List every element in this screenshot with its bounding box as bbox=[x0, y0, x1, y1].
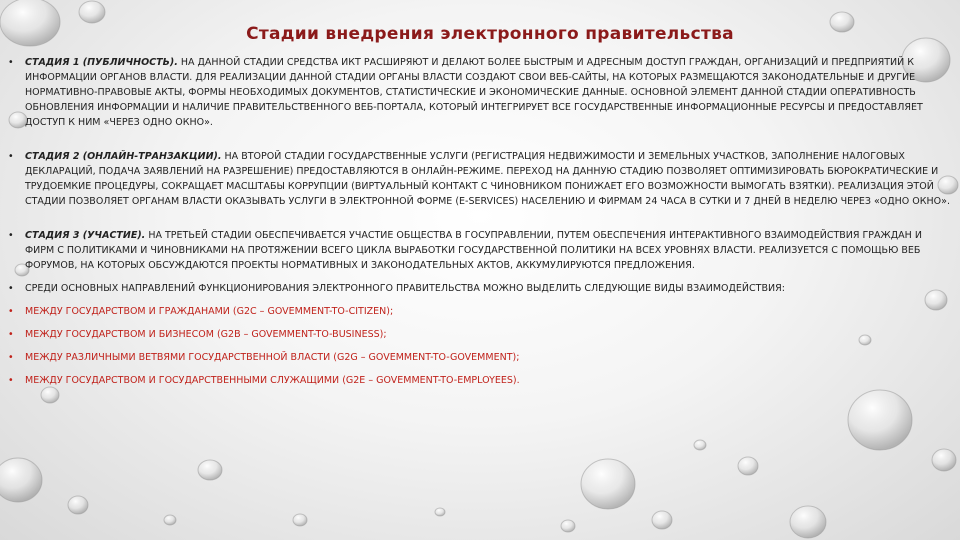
interactions-intro-text: СРЕДИ ОСНОВНЫХ НАПРАВЛЕНИЙ ФУНКЦИОНИРОВАНИЯ ЭЛЕКТРОННОГО ПРАВИТЕЛЬСТВА МОЖНО ВЫДЕЛИТЬ СЛЕДУЮЩИЕ ВИДЫ ВЗАИМОДЕЙСТВИЯ: bbox=[25, 283, 785, 294]
stage-2-text: НА ВТОРОЙ СТАДИИ ГОСУДАРСТВЕННЫЕ УСЛУГИ (РЕГИСТРАЦИЯ НЕДВИЖИМОСТИ И ЗЕМЕЛЬНЫХ УЧАСТКОВ, ЗАПОЛНЕНИЕ НАЛОГОВЫХ ДЕКЛАРАЦИЙ, ПОДАЧА ЗАЯВЛЕНИЙ НА РАЗРЕШЕНИЕ) ПРЕДОСТАВЛЯЮТСЯ В ОНЛАЙН-РЕЖИМЕ. ПЕРЕХОД НА ДАННУЮ СТАДИЮ ПОЗВОЛЯЕТ ОПТИМИЗИРОВАТЬ БЮРОКРАТИЧЕСКИЕ И ТРУДОЕМКИЕ ПРОЦЕДУРЫ, СОКРАЩАЕТ МАСШТАБЫ КОРРУПЦИИ (ВИРТУАЛЬНЫЙ КОНТАКТ С ЧИНОВНИКОМ ПОНИЖАЕТ ЕГО ВОЗМОЖНОСТИ ВЫМОГАТЬ ВЗЯТКИ). РЕАЛИЗАЦИЯ ЭТОЙ СТАДИИ ПОЗВОЛЯЕТ ОРГАНАМ ВЛАСТИ ОКАЗЫВАТЬ УСЛУГИ В ЭЛЕКТРОННОЙ ФОРМЕ (E-SERVICES) НАСЕЛЕНИЮ И ФИРМАМ 24 ЧАСА В СУТКИ И 7 ДНЕЙ В НЕДЕЛЮ ЧЕРЕЗ «ОДНО ОКНО». bbox=[25, 151, 950, 207]
bullet: • bbox=[8, 283, 14, 294]
stage-2-lead: СТАДИЯ 2 (ОНЛАЙН-ТРАНЗАКЦИИ). bbox=[25, 151, 222, 162]
interaction-g2b-text: МЕЖДУ ГОСУДАРСТВОМ И БИЗНЕСОМ (G2B – GOVEMMENT-TO-BUSINESS); bbox=[25, 329, 387, 340]
bullet: • bbox=[8, 375, 14, 386]
interaction-g2g-item bbox=[8, 350, 953, 365]
interaction-g2b-item bbox=[8, 327, 953, 342]
bullet: • bbox=[8, 306, 14, 317]
bullet: • bbox=[8, 352, 14, 363]
stage-1-item bbox=[8, 55, 953, 130]
interaction-g2e-item bbox=[8, 373, 953, 388]
stage-1-text: НА ДАННОЙ СТАДИИ СРЕДСТВА ИКТ РАСШИРЯЮТ И ДЕЛАЮТ БОЛЕЕ БЫСТРЫМ И АДРЕСНЫМ ДОСТУП ГРАЖДАН, ОРГАНИЗАЦИЙ И ПРЕДПРИЯТИЙ К ИНФОРМАЦИИ ОРГАНОВ ВЛАСТИ. ДЛЯ РЕАЛИЗАЦИИ ДАННОЙ СТАДИИ ОРГАНЫ ВЛАСТИ СОЗДАЮТ СВОИ ВЕБ-САЙТЫ, НА КОТОРЫХ РАЗМЕЩАЮТСЯ ЗАКОНОДАТЕЛЬНЫЕ И ДРУГИЕ НОРМАТИВНО-ПРАВОВЫЕ АКТЫ, ФОРМЫ НЕОБХОДИМЫХ ДОКУМЕНТОВ, СТАТИСТИЧЕСКИЕ И ЭКОНОМИЧЕСКИЕ ДАННЫЕ. ОСНОВНОЙ ЭЛЕМЕНТ ДАННОЙ СТАДИИ ОПЕРАТИВНОСТЬ ОБНОВЛЕНИЯ ИНФОРМАЦИИ И НАЛИЧИЕ ПРАВИТЕЛЬСТВЕННОГО ВЕБ-ПОРТАЛА, КОТОРЫЙ ИНТЕГРИРУЕТ ВСЕ ГОСУДАРСТВЕННЫЕ ИНФОРМАЦИОННЫЕ РЕСУРСЫ И ПРЕДОСТАВЛЯЕТ ДОСТУП К НИМ «ЧЕРЕЗ ОДНО ОКНО». bbox=[25, 57, 923, 128]
stage-3-item bbox=[8, 228, 953, 273]
interaction-g2c-item bbox=[8, 304, 953, 319]
interaction-g2c-text: МЕЖДУ ГОСУДАРСТВОМ И ГРАЖДАНАМИ (G2C – GOVEMMENT-TO-CITIZEN); bbox=[25, 306, 394, 317]
bullet: • bbox=[8, 57, 14, 68]
bullet: • bbox=[8, 230, 14, 241]
stage-3-text: НА ТРЕТЬЕЙ СТАДИИ ОБЕСПЕЧИВАЕТСЯ УЧАСТИЕ ОБЩЕСТВА В ГОСУПРАВЛЕНИИ, ПУТЕМ ОБЕСПЕЧЕНИЯ ИНТЕРАКТИВНОГО ВЗАИМОДЕЙСТВИЯ ГРАЖДАН И ФИРМ С ПОЛИТИКАМИ И ЧИНОВНИКАМИ НА ПРОТЯЖЕНИИ ВСЕГО ЦИКЛА ВЫРАБОТКИ ГОСУДАРСТВЕННОЙ ПОЛИТИКИ НА ВСЕХ УРОВНЯХ ВЛАСТИ. РЕАЛИЗУЕТСЯ С ПОМОЩЬЮ ВЕБ ФОРУМОВ, НА КОТОРЫХ ОБСУЖДАЮТСЯ ПРОЕКТЫ НОРМАТИВНЫХ И ЗАКОНОДАТЕЛЬНЫХ АКТОВ, АККУМУЛИРУЮТСЯ ПРЕДЛОЖЕНИЯ. bbox=[25, 230, 922, 271]
interactions-intro-item bbox=[8, 281, 953, 296]
bullet: • bbox=[8, 151, 14, 162]
stage-3-lead: СТАДИЯ 3 (УЧАСТИЕ). bbox=[25, 230, 146, 241]
interaction-g2g-text: МЕЖДУ РАЗЛИЧНЫМИ ВЕТВЯМИ ГОСУДАРСТВЕННОЙ ВЛАСТИ (G2G – GOVEMMENT-TO-GOVEMMENT); bbox=[25, 352, 520, 363]
interaction-g2e-text: МЕЖДУ ГОСУДАРСТВОМ И ГОСУДАРСТВЕННЫМИ СЛУЖАЩИМИ (G2E – GOVEMMENT-TO-EMPLOYEES). bbox=[25, 375, 520, 386]
bullet: • bbox=[8, 329, 14, 340]
stage-2-item bbox=[8, 149, 953, 209]
slide-title: Стадии внедрения электронного правительства bbox=[246, 24, 734, 44]
stage-1-lead: СТАДИЯ 1 (ПУБЛИЧНОСТЬ). bbox=[25, 57, 178, 68]
slide-content bbox=[8, 55, 953, 388]
